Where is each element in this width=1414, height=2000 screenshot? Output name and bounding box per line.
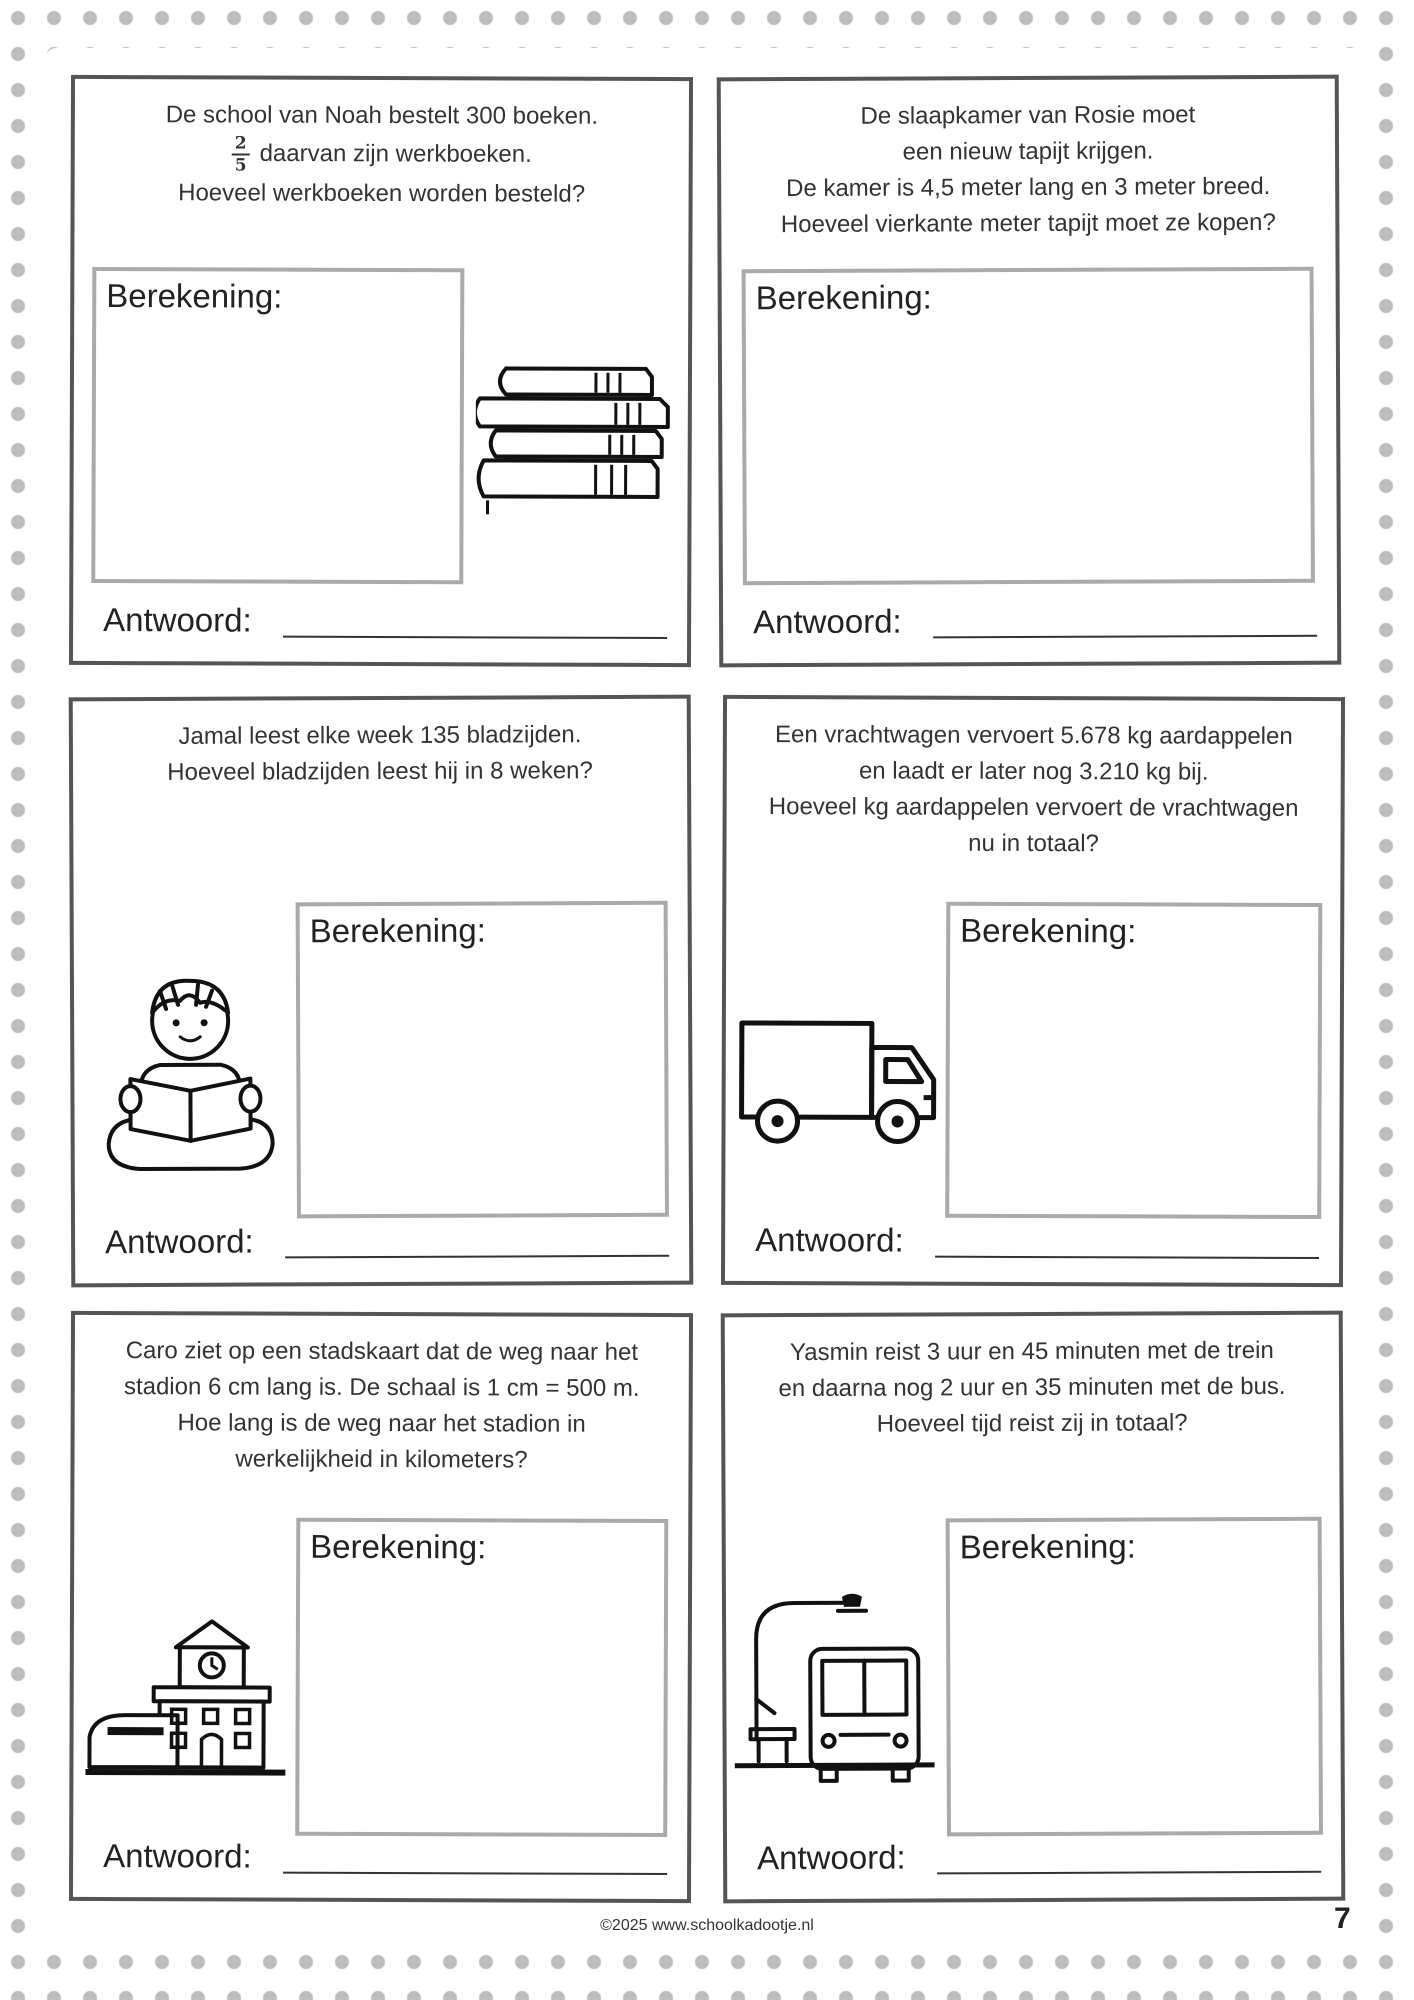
calculation-box[interactable] — [946, 1517, 1323, 1837]
train-station-icon — [85, 1607, 286, 1778]
answer-line[interactable] — [937, 1871, 1321, 1875]
answer-line[interactable] — [283, 1872, 667, 1875]
problem-line: Hoeveel kg aardappelen vervoert de vrachtwagen — [768, 793, 1299, 822]
fraction-denominator: 5 — [234, 155, 247, 176]
answer-label: Antwoord: — [103, 1837, 252, 1875]
calculation-box[interactable] — [945, 902, 1322, 1219]
problem-line: Caro ziet op een stadskaart dat de weg naar het — [125, 1337, 639, 1366]
calculation-box[interactable] — [295, 1518, 668, 1837]
calculation-label: Berekening: — [106, 277, 283, 315]
problem-card-1 — [69, 75, 693, 667]
problem-line: en daarna nog 2 uur en 35 minuten met de bus. — [778, 1372, 1286, 1403]
fraction-numerator: 2 — [232, 133, 250, 155]
answer-label: Antwoord: — [755, 1221, 904, 1259]
fraction — [232, 133, 250, 175]
answer-line[interactable] — [285, 1255, 669, 1259]
page-number: 7 — [1334, 1902, 1351, 1935]
stack-of-books-icon — [476, 364, 677, 515]
problem-line: stadion 6 cm lang is. De schaal is 1 cm = 500 m. — [123, 1373, 640, 1402]
problem-line: Hoe lang is de weg naar het stadion in — [177, 1409, 586, 1438]
bus-stop-icon — [734, 1588, 935, 1789]
answer-line[interactable] — [933, 635, 1317, 639]
problem-card-6 — [721, 1311, 1346, 1904]
answer-row — [103, 1835, 667, 1881]
boy-reading-book-icon — [100, 968, 281, 1189]
problem-text — [91, 717, 669, 792]
problem-card-2 — [717, 75, 1342, 668]
problem-line: Een vrachtwagen vervoert 5.678 kg aardappelen — [775, 721, 1293, 750]
copyright-footer: ©2025 www.schoolkadootje.nl — [600, 1917, 814, 1934]
problem-text — [93, 97, 671, 213]
answer-row — [103, 599, 667, 645]
problem-line: een nieuw tapijt krijgen. — [902, 137, 1154, 166]
answer-line[interactable] — [283, 636, 667, 639]
calculation-label: Berekening: — [959, 1527, 1136, 1566]
answer-label: Antwoord: — [105, 1222, 254, 1261]
problem-line: Jamal leest elke week 135 bladzijden. — [178, 721, 582, 750]
answer-row — [753, 599, 1317, 645]
calculation-label: Berekening: — [310, 1527, 487, 1566]
problem-line: Yasmin reist 3 uur en 45 minuten met de trein — [789, 1336, 1274, 1367]
answer-label: Antwoord: — [753, 602, 902, 641]
calculation-box[interactable] — [742, 267, 1315, 585]
problem-line: daarvan zijn werkboeken. — [259, 139, 532, 168]
problem-line: Hoeveel bladzijden leest hij in 8 weken? — [167, 757, 593, 786]
calculation-box[interactable] — [91, 267, 464, 584]
answer-label: Antwoord: — [103, 601, 252, 639]
problem-text — [743, 1333, 1321, 1444]
answer-row — [757, 1835, 1321, 1881]
problem-line: De slaapkamer van Rosie moet — [860, 101, 1196, 130]
problem-line: nu in totaal? — [968, 829, 1099, 858]
answer-label: Antwoord: — [757, 1838, 906, 1877]
problem-text — [744, 717, 1322, 863]
problem-line: en laadt er later nog 3.210 kg bij. — [858, 757, 1209, 786]
calculation-label: Berekening: — [960, 911, 1137, 950]
calculation-box[interactable] — [296, 901, 669, 1219]
problem-card-5 — [69, 1311, 693, 1903]
problem-text — [92, 1333, 670, 1479]
truck-icon — [737, 1017, 937, 1148]
problem-line: Hoeveel werkboeken worden besteld? — [178, 179, 586, 208]
problem-card-3 — [69, 695, 694, 1288]
problem-text — [739, 97, 1318, 244]
answer-row — [105, 1219, 669, 1265]
calculation-label: Berekening: — [755, 278, 932, 317]
problem-line: De kamer is 4,5 meter lang en 3 meter breed. — [786, 172, 1271, 203]
problem-card-4 — [721, 695, 1345, 1287]
answer-line[interactable] — [935, 1256, 1319, 1259]
problem-line: Hoeveel tijd reist zij in totaal? — [876, 1409, 1188, 1438]
problem-line: De school van Noah bestelt 300 boeken. — [165, 101, 599, 130]
answer-row — [755, 1219, 1319, 1265]
problem-line: Hoeveel vierkante meter tapijt moet ze kopen? — [780, 208, 1276, 239]
problem-line: werkelijkheid in kilometers? — [235, 1445, 528, 1474]
calculation-label: Berekening: — [309, 911, 486, 950]
